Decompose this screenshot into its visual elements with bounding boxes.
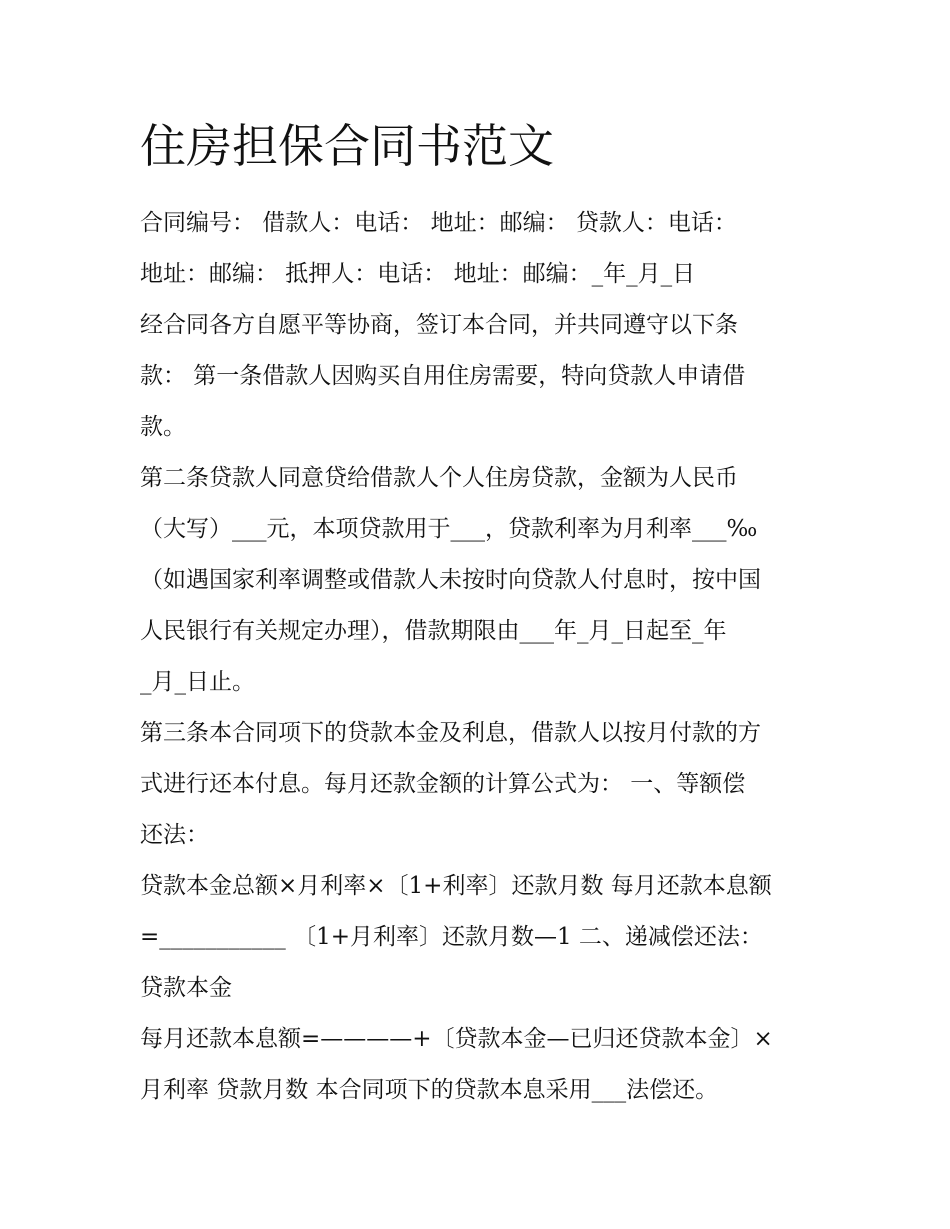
text-line: 款： 第一条借款人因购买自用住房需要，特向贷款人申请借 xyxy=(140,363,746,389)
text-line: 还法： xyxy=(140,822,209,848)
text-line: _月_日止。 xyxy=(140,669,255,695)
text-line: 式进行还本付息。每月还款金额的计算公式为： 一、等额偿 xyxy=(140,771,746,797)
text-line: 合同编号： 借款人：电话： 地址：邮编： 贷款人：电话： xyxy=(140,210,737,236)
text-line: 贷款本金总额×月利率×〔1+利率〕还款月数 每月还款本息额 xyxy=(140,873,772,899)
text-line: （如遇国家利率调整或借款人未按时向贷款人付息时，按中国 xyxy=(140,567,761,593)
text-line: 第二条贷款人同意贷给借款人个人住房贷款，金额为人民币 xyxy=(140,465,738,491)
text-line: 地址：邮编： 抵押人：电话： 地址：邮编：_年_月_日 xyxy=(140,261,696,287)
document-body xyxy=(140,198,820,1116)
text-line: 月利率 贷款月数 本合同项下的贷款本息采用___法偿还。 xyxy=(140,1077,719,1103)
text-line: 人民银行有关规定办理），借款期限由___年_月_日起至_年 xyxy=(140,618,727,644)
text-line: =___________ 〔1+月利率〕还款月数—1 二、递减偿还法： xyxy=(140,924,763,950)
text-line: 贷款本金 xyxy=(140,975,232,1001)
text-line: （大写）___元，本项贷款用于___，贷款利率为月利率___‰ xyxy=(140,516,758,542)
text-line: 每月还款本息额=————+〔贷款本金—已归还贷款本金〕× xyxy=(140,1026,773,1052)
text-line: 经合同各方自愿平等协商，签订本合同，并共同遵守以下条 xyxy=(140,312,738,338)
document-title: 住房担保合同书范文 xyxy=(140,119,554,173)
text-line: 款。 xyxy=(140,414,186,440)
text-line: 第三条本合同项下的贷款本金及利息，借款人以按月付款的方 xyxy=(140,720,761,746)
